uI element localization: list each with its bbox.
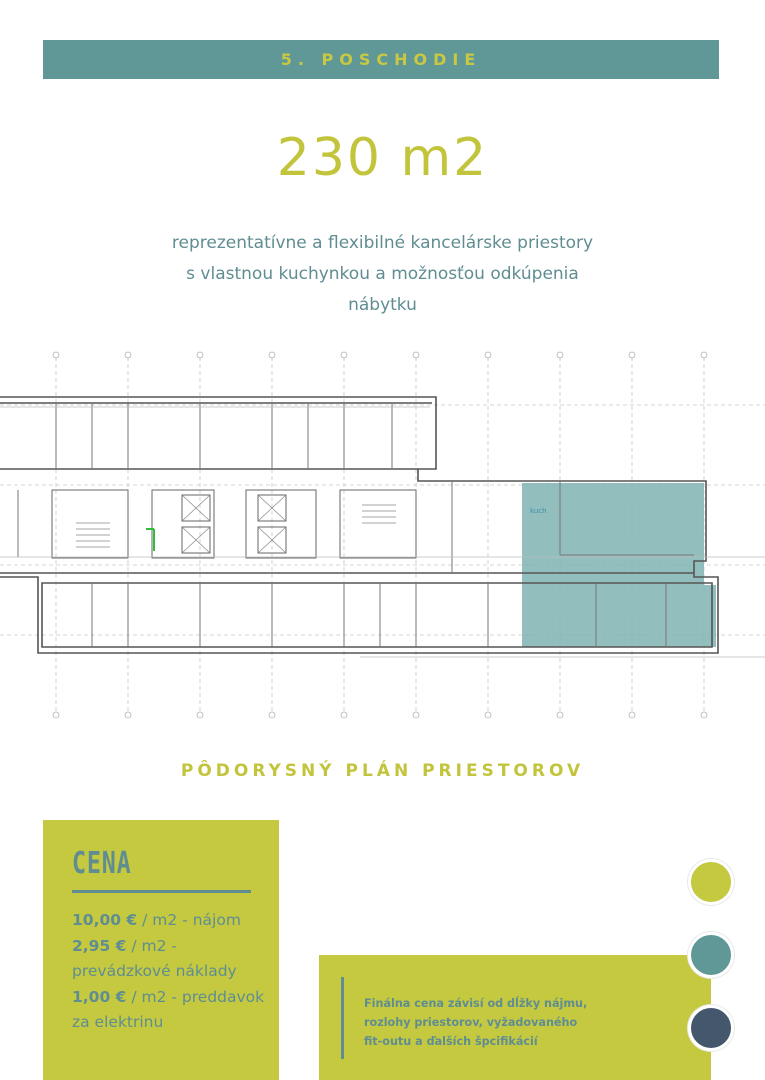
price-note-card: [319, 955, 711, 1080]
floor-label: 5. POSCHODIE: [280, 50, 482, 69]
description: [100, 228, 665, 321]
note-accent-bar: [341, 977, 344, 1059]
floor-plan: [0, 345, 765, 725]
price-list: [72, 908, 272, 1036]
teal-color-swatch: [688, 932, 734, 978]
price-electricity-text: / m2 - preddavok za elektrinu: [72, 987, 265, 1031]
price-note: [364, 994, 699, 1051]
price-rent-amount: 10,00 €: [72, 911, 138, 929]
price-service-text: / m2 - prevádzkové náklady: [72, 936, 237, 980]
price-note-line-1: Finálna cena závisí od dĺžky nájmu,: [364, 997, 588, 1010]
price-card: [43, 820, 279, 1080]
price-rent-text: / m2 - nájom: [137, 911, 241, 929]
price-service-amount: 2,95 €: [72, 936, 127, 955]
price-note-line-2: rozlohy priestorov, vyžadovaného: [364, 1016, 578, 1029]
price-note-line-3: fit-outu a ďalších špcifikácií: [364, 1035, 538, 1048]
room-label-kitchen: kuch: [530, 507, 547, 515]
area-title: 230 m2: [276, 128, 489, 188]
price-electricity-amount: 1,00 €: [72, 987, 127, 1006]
description-line-1: reprezentatívne a flexibilné kancelárske priestory: [171, 233, 594, 253]
floor-banner: [43, 40, 719, 79]
navy-color-swatch: [688, 1005, 734, 1051]
lime-color-swatch: [688, 859, 734, 905]
highlighted-unit: [522, 483, 716, 647]
price-heading: CENA: [72, 846, 132, 881]
floor-plan-caption: PÔDORYSNÝ PLÁN PRIESTOROV: [180, 761, 585, 781]
description-line-2: s vlastnou kuchynkou a možnosťou odkúpenia: [186, 264, 579, 284]
description-line-3: nábytku: [348, 295, 417, 315]
price-divider: [72, 890, 251, 893]
